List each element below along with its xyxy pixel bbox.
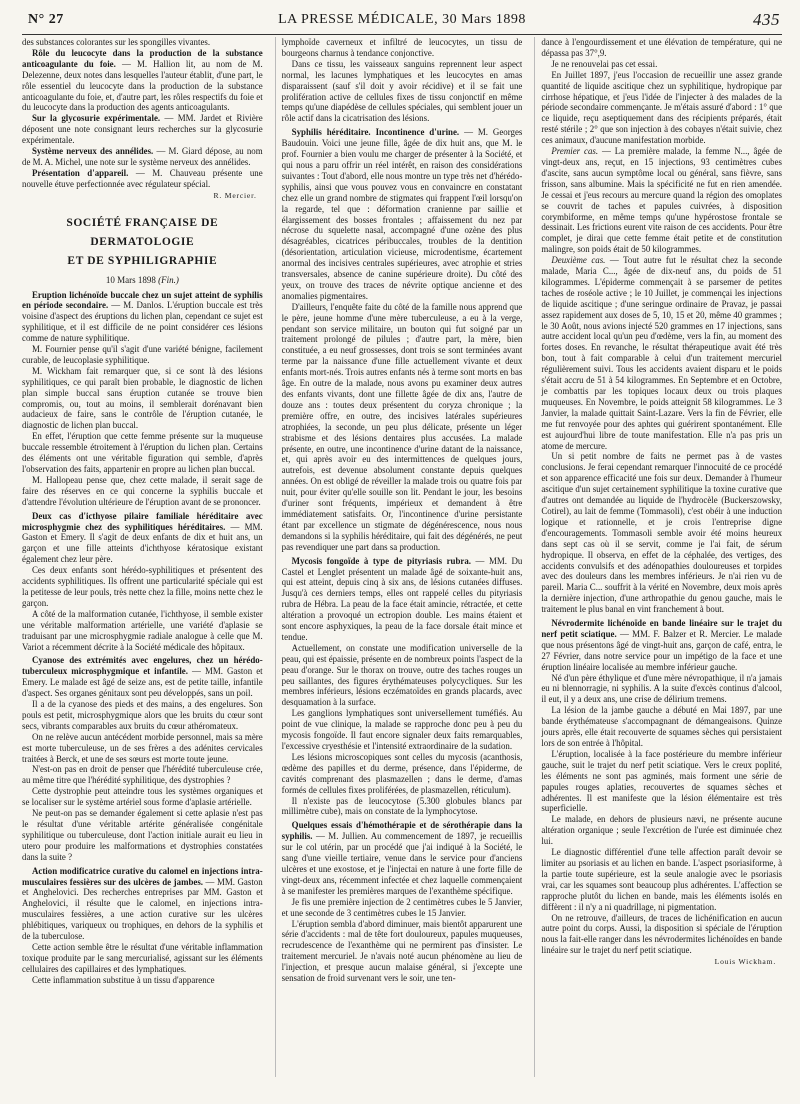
- entry-title: Deux cas d'icthyose pilaire familiale héréditaire avec microsphygmie chez des syphilitiques héréditaires.: [22, 510, 263, 532]
- paragraph: Cette action semble être le résultat d'une véritable inflammation toxique produite par le sang mercurialisé, agissant sur les éléments cellulaires des capillaires et des lymphatiques.: [22, 941, 263, 974]
- paragraph: Ces deux enfants sont hérédo-syphilitiques et présentent des accidents syphilitiques. Ils offrent une particularité spéciale qui est la petitesse de leur pouls, très nette chez la fille, moins nette chez le garçon.: [22, 565, 263, 608]
- paragraph: [282, 556, 523, 643]
- paragraph: dance à l'engourdissement et une élévation de température, qui ne dépassa pas 37°,9.: [541, 37, 782, 58]
- paragraph: [541, 255, 782, 451]
- issue-number: N° 27: [28, 12, 64, 27]
- meeting-date-note: (Fin.): [158, 274, 179, 285]
- section-heading-line-2: ET DE SYPHILIGRAPHIE: [67, 254, 218, 267]
- paragraph: Le malade, en dehors de plusieurs nævi, ne présente aucune altération organique ; seule l'excrétion de l'urée est diminuée chez lui.: [541, 814, 782, 847]
- paragraph: Actuellement, on constate une modification universelle de la peau, qui est épaissie, présente en de nombreux points l'aspect de la peau d'orange. Sur le thorax on trouve, outre des taches rouges un peu saillantes, des figures érythémateuses polycycliques. Sur les membres inférieurs, lésions eczématoïdes en grands placards, avec desquamation à la surface.: [281, 642, 523, 708]
- paragraph: [282, 820, 523, 896]
- paragraph: Il n'existe pas de leucocytose (5.300 globules blancs par millimètre cube), mais on constate de la lymphocytose.: [281, 795, 523, 817]
- paragraph: L'éruption sembla d'abord diminuer, mais bientôt apparurent une série d'accidents : mal de tête fort douloureux, papules muqueuses, recrudescence de l'exanthème qui ne permirent pas d'insister. Le traitement mercuriel. Je n'avais noté aucun phénomène au lieu de l'injection, et presque aucun malaise général, si j'excepte une sensation de froid survenant vers le soir, une ten-: [281, 918, 523, 984]
- paragraph: [22, 146, 263, 168]
- paragraph: M. Hallopeau pense que, chez cette malade, il serait sage de faire des réserves en ce qui concerne la syphilis buccale et d'attendre l'évolution ultérieure de l'éruption avant de se prononcer.: [22, 474, 263, 507]
- entry-title: Mycosis fongoïde à type de pityriasis rubra.: [291, 555, 471, 566]
- page-number: 435: [753, 10, 780, 29]
- entry-title: Syphilis héréditaire. Incontinence d'urine.: [291, 127, 460, 138]
- paragraph: Dans ce tissu, les vaisseaux sanguins reprennent leur aspect normal, les lacunes lymphatiques et les leucocytes en amas disparaissent (sauf s'il doit y avoir récidive) et il se fait une prolifération active de cellules fixes de tissu conjonctif en même temps qu'une diapédèse de cellules spéciales, qui semblent jouer un rôle actif dans la cicatrisation des lésions.: [281, 58, 523, 124]
- paragraph: [541, 146, 782, 255]
- paragraph: Cette dystrophie peut atteindre tous les systèmes organiques et se localiser sur le système artériel sous forme d'aplasie artérielle.: [22, 786, 263, 808]
- paragraph: Cette inflammation substitue à un tissu d'apparence: [32, 974, 215, 985]
- column-2: [275, 37, 523, 1077]
- paragraph: Il a de la cyanose des pieds et des mains, a des engelures. Son pouls est petit, microsphygmique alors que les bruits du cœur sont secs, vibrants comparables aux bruits du cœur athéromateux.: [22, 699, 263, 731]
- paragraph: D'ailleurs, l'enquête faite du côté de la famille nous apprend que le père, jeune homme d'une mère tuberculeuse, a eu à la verge, pendant son service militaire, un bouton qui fut soigné par un traitement prolongé de pilules ; d'autre part, la mère, bien constituée, a eu neuf grossesses, dont trois se sont terminées avant terme par la naissance d'une fille actuellement vivante et deux enfants mort-nés. Trois autres enfants nés à terme sont morts en bas âge. En outre de la malade, nous avons pu examiner deux autres des enfants vivants, dont une fillette âgée de dix ans, l'autre de douze ans : toutes deux présentent du coryza chronique ; la première offre, en outre, des incisives latérales supérieures atrophiées, la seconde, un peu plus délicate, présente un léger strabisme et des lésions dentaires plus accusées. La malade présente, en outre, une incontinence d'urine datant de la naissance, et, qui après avoir eu des intermittences de quelques jours, autrefois, est devenue absolument constante depuis quelques années. On est obligé de réveiller la malade trois ou quatre fois par nuit, pour éviter qu'elle souille son lit. Pendant le jour, les besoins d'uriner sont fréquents, impérieux et demandent à être immédiatement satisfaits. Or, l'incontinence d'urine persistante étant par excellence un stigmate de dégénérescence, nous nous demandons si la syphilis héréditaire, qui fait des dégénérés, ne peut pas revendiquer une part dans sa production.: [281, 301, 523, 552]
- header-rule: [22, 34, 782, 35]
- paragraph: lymphoïde caverneux et infiltré de leucocytes, un tissu de bourgeons charnus à tendance conjonctive.: [281, 37, 523, 58]
- signature: Louis Wickham.: [714, 957, 777, 967]
- paragraph: Ne peut-on pas se demander également si cette aplasie n'est pas le résultat d'une véritable artérite généralisée congénitale syphilitique ou tuberculeuse, dont l'action initiale aurait eu lieu in utero pour produire les malformations et dystrophies constatées dans la suite ?: [22, 808, 263, 862]
- entry-text: — M. Georges Baudouin. Voici une jeune fille, âgée de dix huit ans, que M. le prof. Fournier a bien voulu me charger de présenter à la Société, et qui nous a paru offrir un réel intérêt, en raison des considérations suivantes : Tout d'abord, elle nous montre un type très net d'hérédo-syphilis, ainsi que vous pouvez vous en convaincre en constatant chez elle un grand nombre de stigmates qui frappent l'œil lorsqu'on la regarde, tel que : déformation cranienne par saillie et élargissement des bosses frontales ; affaissement du nez par nécrose du squelette nasal, accompagné d'une ozène des plus désagréables, cicatrices péribuccales, troubles de la dentition (désorientation, articulation vicieuse, microdentisme, écartement anormal des incisives centrales supérieures, avec atrophie et stries transversales, absence de canine supérieure droite). Du côté des yeux, on trouve des traces de névrite optique ancienne et des anomalies pigmentaires.: [281, 127, 523, 301]
- paragraph: Je fis une première injection de 2 centimètres cubes le 5 Janvier, et une seconde de 3 centimètres cubes le 15 Janvier.: [281, 896, 523, 918]
- journal-running-title: LA PRESSE MÉDICALE, 30 Mars 1898: [278, 12, 526, 27]
- paragraph: M. Wickham fait remarquer que, si ce sont là des lésions syphilitiques, ce qui paraît bien probable, le diagnostic de lichen plan simple buccal sans éruption cutanée se trouve bien compromis, ou, tout au moins, il semblerait dorénavant bien audacieux de faire, sans le contrôle de l'éruption cutanée, le diagnostic de lichen plan buccal.: [22, 365, 263, 431]
- entry-text: — MM. Gaston et Anghelovici. Des recherches entreprises par MM. Gaston et Anghelovici, il résulte que le calomel, en injections intra-musculaires fessières, a une action curative sur les ulcères phlébitiques, variqueux ou trophiques, en dehors de la syphilis et de la tuberculose.: [22, 876, 263, 942]
- entry-text: — M. Hallion lit, au nom de M. Delezenne, deux notes dans lesquelles l'auteur établit, d'une part, le rôle essentiel du leucocyte dans la production de la substance anticoagulante du foie, et, d'autre part, les rôles respectifs du foie et du leucocyte dans la production des agents anticoagulants.: [22, 58, 263, 113]
- paragraph: A côté de la malformation cutanée, l'ichthyose, il semble exister une véritable malformation artérielle, une variété d'aplasie se traduisant par une microsphygmie radiale analogue à celle que M. Variot a récemment décrite à la Société médicale des hôpitaux.: [22, 608, 263, 652]
- column-3: [534, 37, 782, 1077]
- entry-title: Rôle du leucocyte dans la production de la substance anticoagulante du foie.: [22, 47, 263, 69]
- paragraph: Les lésions microscopiques sont celles du mycosis (acanthosis, œdème des papilles et du derme, présence, dans l'épiderme, de cavités comprenant des plasmazellen ; dans le derme, d'amas formés de cellules fixes proliférées, de plasmazellen, réticulum).: [281, 751, 523, 795]
- paragraph: des substances colorantes sur les spongilles vivantes.: [22, 37, 211, 47]
- entry-text: — M. Jullien. Au commencement de 1897, je recueillis sur le col utérin, par un procédé que j'ai indiqué à la Société, le sang d'une vieille tertiaire, venue dans le service pour d'anciens ulcères et une exostose, et je l'injectai en nature à une forte fille de vingt-deux ans, récemment infectée et chez laquelle commençaient à se manifester les premières marques de l'exanthème spécifique.: [281, 831, 523, 896]
- paragraph: M. Fournier pense qu'il s'agit d'une variété bénigne, facilement curable, de leucoplasie syphilitique.: [22, 344, 263, 365]
- entry-text: — MM. Gaston et Emery. Il s'agit de deux enfants de dix et huit ans, un garçon et une fille atteints d'ichthyose kératosique existant également chez leur père.: [22, 521, 263, 565]
- entry-title: Sur la glycosurie expérimentale.: [32, 113, 161, 124]
- entry-text: — MM. Du Castel et Lenglet présentent un malade âgé de soixante-huit ans, qui est atteint, depuis cinq à six ans, de lésions cutanées diffuses. Jusqu'à ces derniers temps, elles ont rappelé celles du pityriasis rubra de Hébra. La peau de la face était amincie, rétractée, et cette altération a provoqué un ectropion double. Les mains étaient et sont encore asphyxiques, la peau de la face dorsale était mince et tendue.: [281, 555, 523, 642]
- paragraph: En Juillet 1897, j'eus l'occasion de recueillir une assez grande quantité de liquide ascitique chez un syphilitique, hydropique par cirrhose hépatique, et j'eus l'idée de l'injecter à des malades de la période secondaire commençante. Je m'étais assuré d'abord : 1° que ce liquide, reçu aseptiquement dans des récipients préparés, était resté stérile ; 2° que son injection à des cobayes n'était suivie, chez ces animaux, d'aucune manifestation morbide.: [541, 69, 782, 146]
- paragraph: [22, 511, 263, 566]
- entry-title: Présentation d'appareil.: [32, 167, 129, 178]
- paragraph: Je ne renouvelai pas cet essai.: [551, 58, 658, 69]
- paragraph: [22, 655, 263, 699]
- paragraph: Les ganglions lymphatiques sont universellement tuméfiés. Au point de vue clinique, la malade se rapproche donc peu à peu du mycosis fongoïde. Il faut encore signaler deux faits remarquables, l'excessive cryesthésie et l'intensité extraordinaire de la sudation.: [281, 708, 523, 751]
- paragraph: Le diagnostic différentiel d'une telle affection paraît devoir se limiter au psoriasis et au lichen en bande. L'aspect psoriasiforme, à la partie toute supérieure, est la seule analogie avec le psoriasis vrai, car les squames sont beaucoup plus adhérentes. L'affection se rapproche plutôt du lichen en bande, mais les éléments isolés en diffèrent : il n'y a ni quadrillage, ni pigmentation.: [541, 847, 782, 912]
- entry-title: Système nerveux des annélides.: [32, 146, 154, 157]
- entry-title: Névrodermite lichénoïde en bande linéaire sur le trajet du nerf petit sciatique.: [541, 618, 782, 639]
- entry-title: Action modificatrice curative du calomel en injections intra-musculaires fessières sur des ulcères de jambes.: [22, 865, 263, 887]
- paragraph: On ne relève aucun antécédent morbide personnel, mais sa mère est morte tuberculeuse, un de ses frères a des adénites cervicales traitées à Berck, et une de ses sœurs est morte toute jeune.: [22, 731, 263, 764]
- page-header: [22, 8, 782, 30]
- entry-title: Eruption lichénoïde buccale chez un sujet atteint de syphilis en période secondaire.: [22, 289, 263, 311]
- meeting-date: [22, 275, 263, 286]
- case-label: Premier cas.: [551, 146, 599, 157]
- entry-text: — M. Chauveau présente une nouvelle étuve perfectionnée avec régulateur spécial.: [22, 167, 263, 189]
- paragraph: L'éruption, localisée à la face postérieure du membre inférieur gauche, suit le trajet du nerf petit sciatique. Vers le creux poplité, les éléments ne sont pas agminés, mais forment une série de papules rouges aplaties, recouvertes de squames sèches et adhérentes. Il est manifeste que la lésion élémentaire est très superficielle.: [541, 748, 782, 814]
- paragraph: Né d'un père éthylique et d'une mère névropathique, il n'a jamais eu ni blennorragie, ni syphilis. A la suite d'excès continus d'alcool, il eut, il y a deux ans, une crise de délirium tremens.: [541, 672, 782, 705]
- entry-title: Quelques essais d'hémothérapie et de sérothérapie dans la syphilis.: [281, 820, 523, 842]
- entry-text: — La première malade, la femme N..., âgée de vingt-deux ans, reçut, en 15 injections, 93 centimètres cubes d'ascite, sans aucun symptôme local ou général, sans fièvre, sans frisson, sans albumine. Mais la spécificité ne fut en rien amendée. Je cessai et j'eus recours au mercure quand la région des omoplates se couvrit de taches et papules cuivrées, à disposition corymbiforme, en même temps qu'une hypérostose frontale se dessinait. Les frictions eurent vite raison de ces accidents. Pour être complet, je dirai que cette femme était petite et de constitution malingre, son poids était de 50 kilogrammes.: [541, 146, 782, 255]
- paragraph: Un si petit nombre de faits ne permet pas à de vastes conclusions. Je ferai cependant remarquer l'innocuité de ce procédé et son apparence efficacité une fois sur deux. Demander à l'humeur ascitique d'un sujet certainement syphilitique la toxine curative que d'autres ont demandée au liquide de l'hydrocèle (Buckerszowsky, Cotirel), au lait de femme (Tommasoli), c'est obéir à une induction logique et rationnelle, et je crois l'entreprise digne d'encouragements. Tommasoli semble avoir été moins heureux dans sept cas où il se servit, comme je l'ai fait, de sérum hydropique. Il observa, en effet de la céphalée, des vertiges, des accidents convulsifs et des adénopathies douloureuses et torpides avec des douleurs dans les membres inférieurs. Je n'ai rien vu de pareil. Maria C... souffrit à la vérité en Novembre, deux mois après la dernière injection, d'une arthropathie du genou gauche, mais le traitement le plus banal en vint franchement à bout.: [541, 451, 782, 615]
- column-1: [22, 37, 263, 1077]
- meeting-date-text: 10 Mars 1898: [105, 274, 156, 285]
- paragraph: N'est-on pas en droit de penser que l'hérédité tuberculeuse crée, au même titre que l'hérédité syphilitique, des dystrophies ?: [22, 764, 263, 786]
- paragraph: [22, 290, 263, 345]
- entry-text: — MM. Jardet et Rivière déposent une note consignant leurs recherches sur la glycosurie expérimentale.: [22, 113, 263, 146]
- paragraph: La lésion de la jambe gauche a débuté en Mai 1897, par une bande érythémateuse s'accompagnant de démangeaisons. Quinze jours après, elle était recouverte de squames sèches qui persistaient lors de son entrée à l'hôpital.: [541, 705, 782, 748]
- paragraph: [22, 866, 263, 942]
- signature: R. Mercier.: [213, 190, 257, 200]
- entry-text: — Tout autre fut le résultat chez la seconde malade, Maria C..., âgée de dix-neuf ans, du poids de 51 kilogrammes. L'épiderme commençait à se parsemer de petites taches de roséole active ; le 10 Juillet, je commençai les injections de liquide ascitique ; d'une seringue ordinaire de Pravaz, je passai assez rapidement aux doses de 5, 10, 15 et 20, même 40 grammes ; le 30 Août, nous avions injecté 520 grammes en 17 injections, sans autre accident local qu'un peu d'œdème, vers la fin, au moment des fortes doses. En revanche, le résultat thérapeutique avait été très bon, tout à fait comparable à celui d'un traitement mercuriel régulièrement suivi. Tous les accidents avaient disparu et le poids s'était accru de 51 à 54 kilogrammes. En Septembre et en Octobre, je combattis par les topiques locaux deux ou trois plaques muqueuses. En Novembre, le poids atteignit 58 kilogrammes. Le 3 Janvier, la malade quittait Saint-Lazare. Vers la fin de Février, elle me fut renvoyée pour des aphtes qui guérirent spontanément. Elle est aujourd'hui libre de toute manifestation. Elle n'a pas pris un atome de mercure.: [541, 255, 782, 451]
- newspaper-page: [22, 8, 782, 1098]
- paragraph: [22, 48, 263, 113]
- columns: [22, 37, 782, 1077]
- section-heading-line-1: SOCIÉTÉ FRANÇAISE DE DERMATOLOGIE: [66, 216, 219, 248]
- entry-title: Cyanose des extrémités avec engelures, chez un hérédo-tuberculeux microsphygmique et infantile.: [22, 655, 263, 677]
- case-label: Deuxième cas.: [551, 255, 606, 266]
- entry-text: — M. Giard dépose, au nom de M. A. Michel, une note sur le système nerveux des annélides.: [22, 146, 263, 167]
- paragraph: [282, 127, 523, 302]
- entry-text: — MM. F. Balzer et R. Mercier. Le malade que nous présentons âgé de vingt-huit ans, garçon de café, entra, le 27 Février, dans notre service pour un impétigo de la face et une éruption linéaire localisée au membre inférieur gauche.: [541, 628, 782, 672]
- entry-text: — MM. Gaston et Emery. Le malade est âgé de seize ans, est de petite taille, infantile d'aspect. Ses organes génitaux sont peu développés, sans un poil.: [22, 666, 263, 699]
- paragraph: En effet, l'éruption que cette femme présente sur la muqueuse buccale ressemble étroitement à l'éruption du lichen plan. Certains des éléments ont une véritable figuration qui semble, d'après l'observation des faits, appartenir en propre au lichen plan buccal.: [22, 431, 263, 474]
- paragraph: [22, 168, 263, 190]
- entry-text: — M. Danlos. L'éruption buccale est très voisine d'aspect des éruptions du lichen plan, cependant ce sujet est syphilitique, et il est difficile de ne point considérer ces lésions comme de nature syphilitique.: [22, 300, 263, 344]
- paragraph: [22, 113, 263, 146]
- paragraph: On ne retrouve, d'ailleurs, de traces de lichénification en aucun autre point du corps. Aussi, la disposition si spéciale de l'éruption nous la fait-elle ranger dans les névrodermites lichénoïdes en bande linéaire sur le trajet du nerf petit sciatique.: [541, 912, 782, 956]
- section-heading: [22, 214, 263, 271]
- paragraph: [541, 618, 782, 673]
